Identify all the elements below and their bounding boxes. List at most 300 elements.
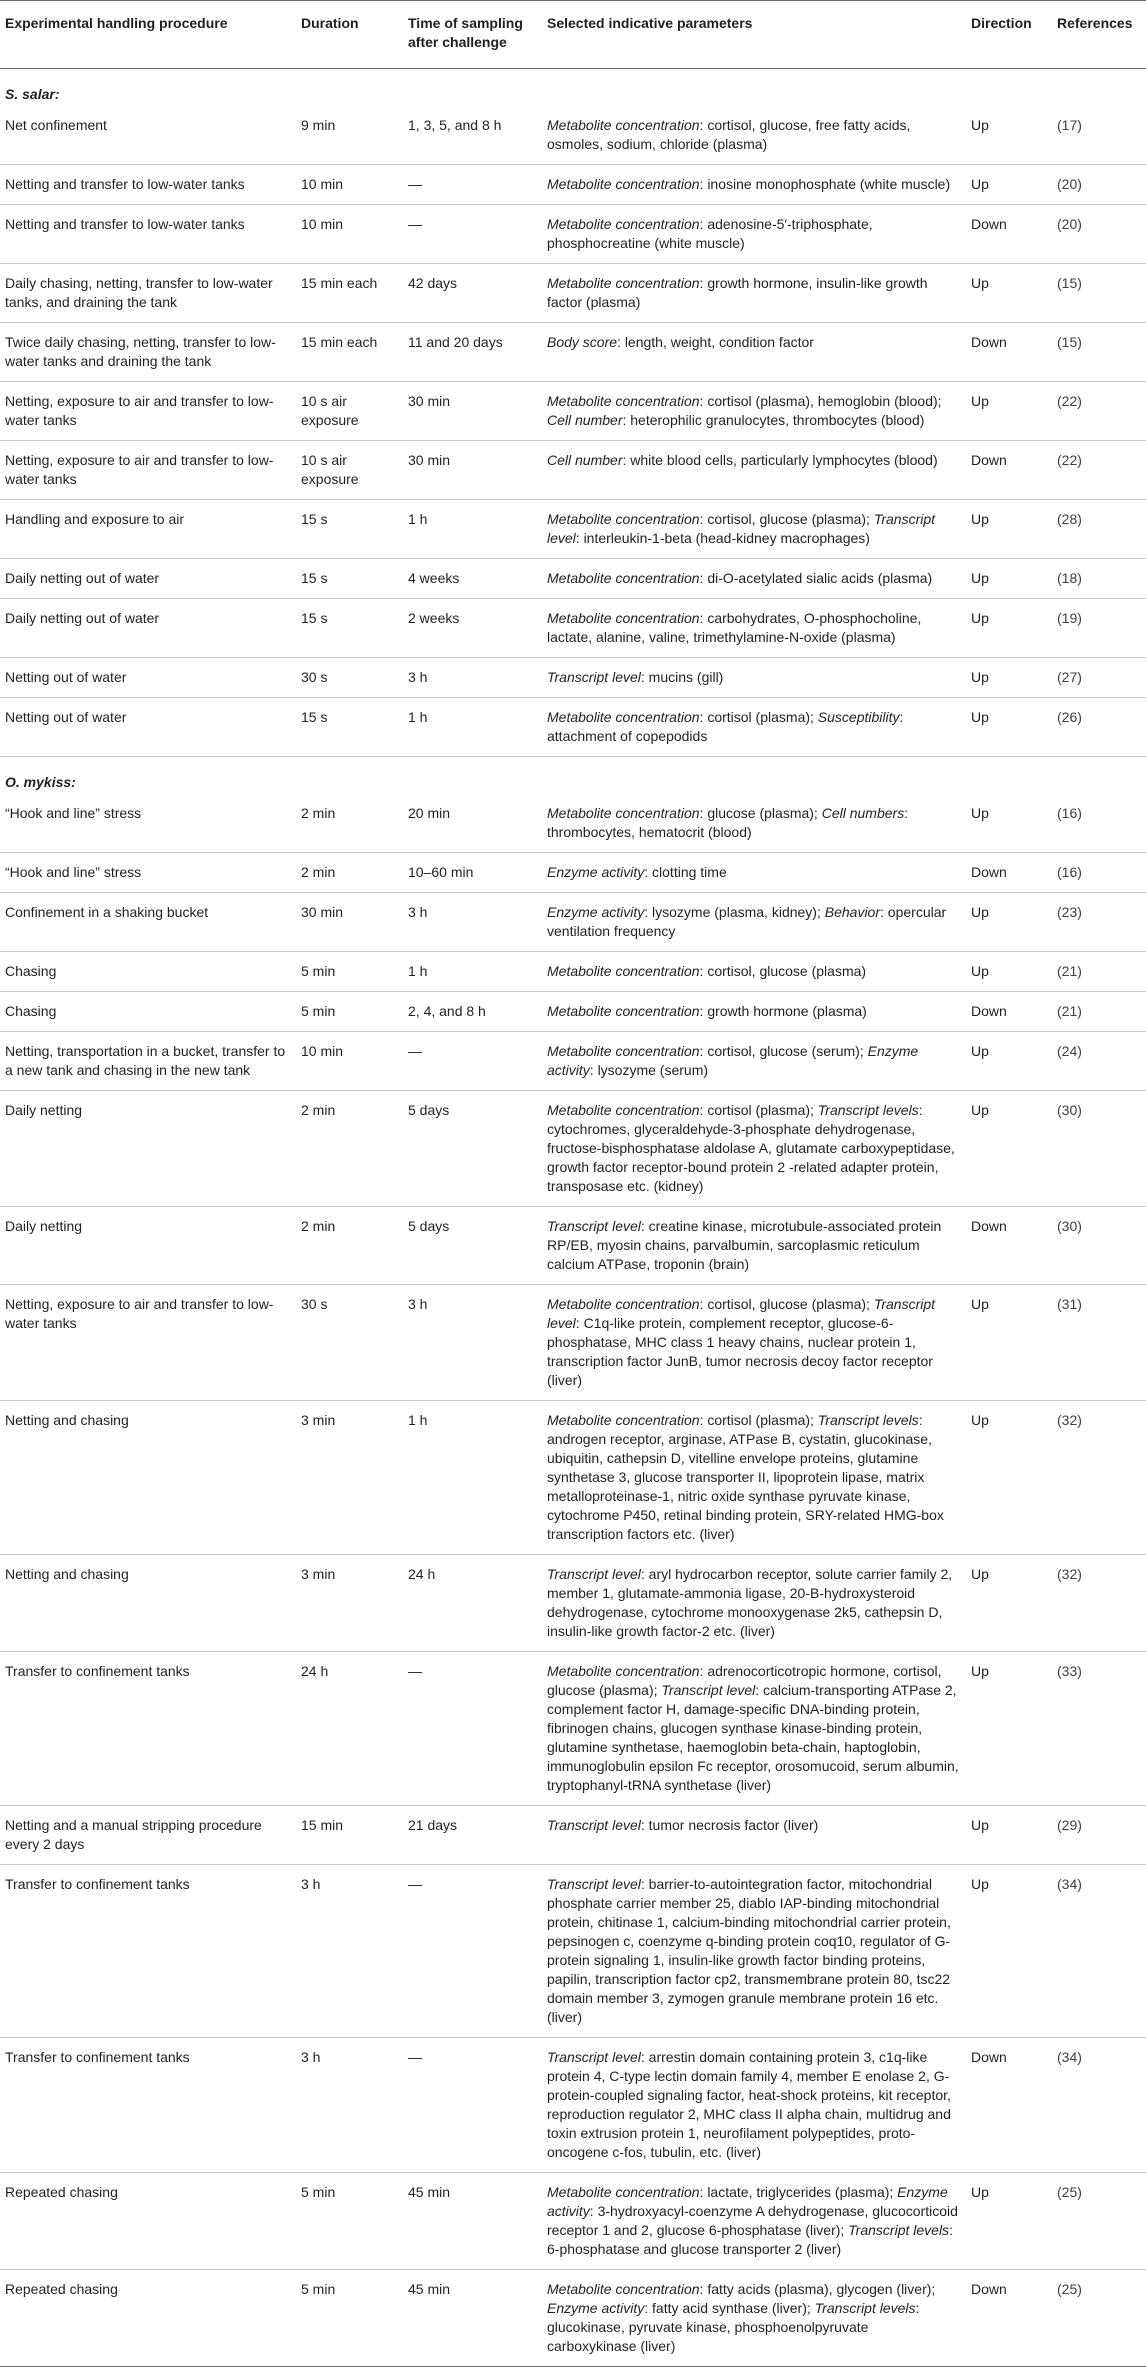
parameter-text: : C1q-like protein, complement receptor, glucose-6-phosphatase, MHC class 1 heavy chains, nuclear protein 1, transcription factor JunB, tumor necrosis decoy factor receptor (liver) xyxy=(547,1315,933,1388)
reference-cell: (19) xyxy=(1052,599,1146,658)
parameters-cell xyxy=(542,893,966,952)
table-row xyxy=(0,1865,1146,2038)
parameters-cell xyxy=(542,2173,966,2270)
reference-cell: (23) xyxy=(1052,893,1146,952)
parameter-text: : cortisol (plasma); xyxy=(699,709,818,725)
procedure-cell: Netting, transportation in a bucket, transfer to a new tank and chasing in the new tank xyxy=(0,1032,296,1091)
parameter-text: : lysozyme (serum) xyxy=(589,1062,709,1078)
sampling-time-cell: 4 weeks xyxy=(403,559,542,599)
sampling-time-cell: 1 h xyxy=(403,500,542,559)
parameter-category: Metabolite concentration xyxy=(547,570,700,586)
parameters-cell xyxy=(542,165,966,205)
parameters-cell xyxy=(542,114,966,165)
sampling-time-cell: 45 min xyxy=(403,2173,542,2270)
reference-cell: (30) xyxy=(1052,1091,1146,1207)
parameter-text: : aryl hydrocarbon receptor, solute carrier family 2, member 1, glutamate-ammonia ligase, 20-B-hydroxysteroid dehydrogenase, cytochrome monooxygenase 2k5, cathepsin D, insulin-like growth factor-2 etc. (liver) xyxy=(547,1566,953,1639)
procedure-cell: Netting, exposure to air and transfer to low-water tanks xyxy=(0,1285,296,1401)
duration-cell: 10 min xyxy=(296,1032,403,1091)
table-row xyxy=(0,1207,1146,1285)
parameters-cell xyxy=(542,952,966,992)
parameter-category: Metabolite concentration xyxy=(547,805,700,821)
parameters-cell xyxy=(542,992,966,1032)
duration-cell: 15 min each xyxy=(296,264,403,323)
header-procedure: Experimental handling procedure xyxy=(0,1,296,69)
reference-cell: (34) xyxy=(1052,2038,1146,2173)
table-row xyxy=(0,992,1146,1032)
parameter-category: Metabolite concentration xyxy=(547,1102,700,1118)
direction-cell: Up xyxy=(966,559,1052,599)
header-row xyxy=(0,1,1146,69)
parameter-category: Metabolite concentration xyxy=(547,176,700,192)
parameter-category: Transcript level xyxy=(547,669,641,685)
reference-cell: (17) xyxy=(1052,114,1146,165)
parameters-cell xyxy=(542,500,966,559)
duration-cell: 15 min each xyxy=(296,323,403,382)
parameter-text: : mucins (gill) xyxy=(640,669,724,685)
parameter-text: : arrestin domain containing protein 3, c1q-like protein 4, C-type lectin domain family 4, member E enolase 2, G-protein-coupled signaling factor, heat-shock proteins, kit receptor, reproduction regulator 2, MHC class II alpha chain, multidrug and toxin extrusion protein 1, neurofilament polypeptides, proto-oncogene c-fos, tubulin, etc. (liver) xyxy=(547,2049,951,2160)
direction-cell: Down xyxy=(966,441,1052,500)
parameters-cell xyxy=(542,1401,966,1555)
parameter-text: : cytochromes, glyceraldehyde-3-phosphate dehydrogenase, fructose-bisphosphatase aldolase A, glutamate carboxypeptidase, growth factor receptor-bound protein 2 -related adapter protein, transposase etc. (kidney) xyxy=(547,1102,955,1194)
table-row xyxy=(0,1285,1146,1401)
direction-cell: Up xyxy=(966,802,1052,853)
parameter-text: : tumor necrosis factor (liver) xyxy=(640,1817,819,1833)
parameter-text: : carbohydrates, O-phosphocholine, lactate, alanine, valine, trimethylamine-N-oxide (plasma) xyxy=(547,610,922,645)
reference-cell: (27) xyxy=(1052,658,1146,698)
parameter-category: Metabolite concentration xyxy=(547,2184,700,2200)
table-body xyxy=(0,69,1146,2367)
sampling-time-cell: — xyxy=(403,1865,542,2038)
parameters-cell xyxy=(542,802,966,853)
parameter-text: : lysozyme (plasma, kidney); xyxy=(644,904,825,920)
parameters-cell xyxy=(542,1865,966,2038)
reference-cell: (25) xyxy=(1052,2270,1146,2367)
parameter-text: : adenosine-5′-triphosphate, phosphocreatine (white muscle) xyxy=(547,216,873,251)
reference-cell: (22) xyxy=(1052,382,1146,441)
direction-cell: Up xyxy=(966,2173,1052,2270)
direction-cell: Up xyxy=(966,1555,1052,1652)
reference-cell: (18) xyxy=(1052,559,1146,599)
parameter-category: Metabolite concentration xyxy=(547,1412,700,1428)
duration-cell: 10 min xyxy=(296,165,403,205)
direction-cell: Down xyxy=(966,1207,1052,1285)
direction-cell: Up xyxy=(966,1401,1052,1555)
procedure-cell: Daily chasing, netting, transfer to low-water tanks, and draining the tank xyxy=(0,264,296,323)
parameter-category: Transcript level xyxy=(547,1876,641,1892)
procedure-cell: Netting out of water xyxy=(0,698,296,757)
direction-cell: Up xyxy=(966,658,1052,698)
parameters-cell xyxy=(542,853,966,893)
parameter-text: : creatine kinase, microtubule-associated protein RP/EB, myosin chains, parvalbumin, sarcoplasmic reticulum calcium ATPase, troponin (brain) xyxy=(547,1218,942,1272)
reference-cell: (29) xyxy=(1052,1806,1146,1865)
sampling-time-cell: 21 days xyxy=(403,1806,542,1865)
reference-cell: (34) xyxy=(1052,1865,1146,2038)
parameter-category: Transcript level xyxy=(547,1296,936,1331)
duration-cell: 10 s air exposure xyxy=(296,382,403,441)
header-direction: Direction xyxy=(966,1,1052,69)
reference-cell: (15) xyxy=(1052,323,1146,382)
reference-cell: (32) xyxy=(1052,1555,1146,1652)
reference-cell: (22) xyxy=(1052,441,1146,500)
reference-cell: (20) xyxy=(1052,165,1146,205)
parameter-category: Metabolite concentration xyxy=(547,117,700,133)
duration-cell: 3 h xyxy=(296,2038,403,2173)
reference-cell: (21) xyxy=(1052,952,1146,992)
header-duration: Duration xyxy=(296,1,403,69)
parameter-category: Transcript levels xyxy=(817,1412,919,1428)
direction-cell: Up xyxy=(966,1652,1052,1806)
parameter-category: Metabolite concentration xyxy=(547,511,700,527)
parameter-category: Metabolite concentration xyxy=(547,1003,700,1019)
header-references: References xyxy=(1052,1,1146,69)
parameter-text: : length, weight, condition factor xyxy=(617,334,814,350)
direction-cell: Up xyxy=(966,1865,1052,2038)
table-row xyxy=(0,658,1146,698)
parameter-category: Metabolite concentration xyxy=(547,2281,700,2297)
duration-cell: 30 s xyxy=(296,658,403,698)
table-row xyxy=(0,500,1146,559)
table-row xyxy=(0,2038,1146,2173)
parameter-text: : cortisol (plasma), hemoglobin (blood); xyxy=(699,393,942,409)
parameter-text: : cortisol, glucose (serum); xyxy=(699,1043,868,1059)
parameter-category: Enzyme activity xyxy=(547,864,645,880)
section-row xyxy=(0,757,1146,803)
sampling-time-cell: 30 min xyxy=(403,382,542,441)
sampling-time-cell: 3 h xyxy=(403,1285,542,1401)
duration-cell: 3 min xyxy=(296,1401,403,1555)
direction-cell: Up xyxy=(966,264,1052,323)
procedure-cell: Netting and transfer to low-water tanks xyxy=(0,205,296,264)
direction-cell: Down xyxy=(966,2270,1052,2367)
table-row xyxy=(0,165,1146,205)
parameters-cell xyxy=(542,1032,966,1091)
reference-cell: (31) xyxy=(1052,1285,1146,1401)
parameter-category: Enzyme activity xyxy=(547,2184,948,2219)
table-row xyxy=(0,1401,1146,1555)
reference-cell: (21) xyxy=(1052,992,1146,1032)
parameter-category: Metabolite concentration xyxy=(547,610,700,626)
table-row xyxy=(0,2270,1146,2367)
parameter-category: Transcript level xyxy=(547,2049,641,2065)
duration-cell: 9 min xyxy=(296,114,403,165)
table-row xyxy=(0,893,1146,952)
procedure-cell: Twice daily chasing, netting, transfer to low-water tanks and draining the tank xyxy=(0,323,296,382)
duration-cell: 15 s xyxy=(296,698,403,757)
duration-cell: 5 min xyxy=(296,952,403,992)
parameter-text: : thrombocytes, hematocrit (blood) xyxy=(547,805,909,840)
procedure-cell: Transfer to confinement tanks xyxy=(0,1652,296,1806)
procedure-cell: “Hook and line” stress xyxy=(0,853,296,893)
table-row xyxy=(0,802,1146,853)
section-row xyxy=(0,69,1146,115)
direction-cell: Up xyxy=(966,1091,1052,1207)
header-parameters: Selected indicative parameters xyxy=(542,1,966,69)
parameter-category: Cell numbers xyxy=(821,805,905,821)
parameters-cell xyxy=(542,698,966,757)
sampling-time-cell: 42 days xyxy=(403,264,542,323)
parameter-text: : cortisol, glucose, free fatty acids, osmoles, sodium, chloride (plasma) xyxy=(547,117,911,152)
duration-cell: 3 h xyxy=(296,1865,403,2038)
duration-cell: 15 s xyxy=(296,599,403,658)
table-row xyxy=(0,264,1146,323)
direction-cell: Up xyxy=(966,382,1052,441)
table-row xyxy=(0,952,1146,992)
parameter-text: : cortisol, glucose (plasma) xyxy=(699,963,867,979)
parameters-cell xyxy=(542,205,966,264)
parameter-category: Cell number xyxy=(547,452,623,468)
reference-cell: (16) xyxy=(1052,853,1146,893)
duration-cell: 30 min xyxy=(296,893,403,952)
parameter-category: Body score xyxy=(547,334,618,350)
reference-cell: (15) xyxy=(1052,264,1146,323)
species-heading: O. mykiss: xyxy=(5,774,76,790)
parameters-cell xyxy=(542,1207,966,1285)
duration-cell: 30 s xyxy=(296,1285,403,1401)
parameter-category: Enzyme activity xyxy=(547,2300,645,2316)
reference-cell: (26) xyxy=(1052,698,1146,757)
parameters-cell xyxy=(542,323,966,382)
table-header xyxy=(0,1,1146,69)
parameter-text: : clotting time xyxy=(644,864,727,880)
parameter-text: : cortisol, glucose (plasma); xyxy=(699,511,874,527)
procedure-cell: Confinement in a shaking bucket xyxy=(0,893,296,952)
parameter-category: Susceptibility xyxy=(817,709,900,725)
duration-cell: 15 min xyxy=(296,1806,403,1865)
direction-cell: Up xyxy=(966,1032,1052,1091)
sampling-time-cell: 3 h xyxy=(403,893,542,952)
parameter-text: : glucokinase, pyruvate kinase, phosphoenolpyruvate carboxykinase (liver) xyxy=(547,2300,920,2354)
duration-cell: 10 min xyxy=(296,205,403,264)
table-row xyxy=(0,323,1146,382)
parameters-cell xyxy=(542,1806,966,1865)
parameters-cell xyxy=(542,599,966,658)
parameter-text: : calcium-transporting ATPase 2, complement factor H, damage-specific DNA-binding protein, fibrinogen chains, glucogen synthase kinase-binding protein, glutamine synthetase, haemoglobin beta-chain, haptoglobin, immunoglobulin epsilon Fc receptor, orosomucoid, serum albumin, tryptophanyl-tRNA synthetase (liver) xyxy=(547,1682,959,1793)
parameter-category: Metabolite concentration xyxy=(547,216,700,232)
parameter-text: : growth hormone (plasma) xyxy=(699,1003,867,1019)
parameter-text: : 6-phosphatase and glucose transporter 2 (liver) xyxy=(547,2222,953,2257)
table-row xyxy=(0,1555,1146,1652)
parameter-text: : androgen receptor, arginase, ATPase B, cystatin, glucokinase, ubiquitin, cathepsin D, vitelline envelope proteins, glutamine synthetase 3, glucose transporter II, lipoprotein lipase, matrix metalloproteinase-1, nitric oxide synthase pyruvate kinase, cytochrome P450, retinal binding protein, SRY-related HMG-box transcription factors etc. (liver) xyxy=(547,1412,944,1542)
parameters-cell xyxy=(542,264,966,323)
parameters-cell xyxy=(542,1091,966,1207)
direction-cell: Up xyxy=(966,952,1052,992)
table-row xyxy=(0,1032,1146,1091)
table-row xyxy=(0,114,1146,165)
table-row xyxy=(0,2173,1146,2270)
sampling-time-cell: 3 h xyxy=(403,658,542,698)
direction-cell: Up xyxy=(966,165,1052,205)
direction-cell: Up xyxy=(966,500,1052,559)
direction-cell: Up xyxy=(966,893,1052,952)
parameter-category: Transcript level xyxy=(547,1566,641,1582)
procedure-cell: Transfer to confinement tanks xyxy=(0,2038,296,2173)
duration-cell: 10 s air exposure xyxy=(296,441,403,500)
parameter-text: : adrenocorticotropic hormone, cortisol, glucose (plasma); xyxy=(547,1663,942,1698)
parameters-cell xyxy=(542,658,966,698)
table-row xyxy=(0,599,1146,658)
parameter-category: Cell number xyxy=(547,412,623,428)
procedure-cell: Transfer to confinement tanks xyxy=(0,1865,296,2038)
duration-cell: 5 min xyxy=(296,992,403,1032)
parameter-text: : attachment of copepodids xyxy=(547,709,904,744)
parameter-category: Enzyme activity xyxy=(547,1043,919,1078)
parameter-text: : glucose (plasma); xyxy=(699,805,822,821)
reference-cell: (16) xyxy=(1052,802,1146,853)
direction-cell: Down xyxy=(966,205,1052,264)
duration-cell: 2 min xyxy=(296,802,403,853)
sampling-time-cell: 10–60 min xyxy=(403,853,542,893)
duration-cell: 3 min xyxy=(296,1555,403,1652)
parameters-cell xyxy=(542,559,966,599)
parameter-text: : cortisol (plasma); xyxy=(699,1412,818,1428)
parameter-text: : interleukin-1-beta (head-kidney macrophages) xyxy=(575,530,870,546)
duration-cell: 2 min xyxy=(296,1091,403,1207)
species-heading: S. salar: xyxy=(5,86,60,102)
sampling-time-cell: 30 min xyxy=(403,441,542,500)
table-row xyxy=(0,1806,1146,1865)
procedure-cell: Netting, exposure to air and transfer to low-water tanks xyxy=(0,382,296,441)
parameter-text: : growth hormone, insulin-like growth factor (plasma) xyxy=(547,275,928,310)
parameter-text: : lactate, triglycerides (plasma); xyxy=(699,2184,898,2200)
parameters-cell xyxy=(542,1555,966,1652)
direction-cell: Down xyxy=(966,2038,1052,2173)
table-row xyxy=(0,1652,1146,1806)
sampling-time-cell: 11 and 20 days xyxy=(403,323,542,382)
parameters-cell xyxy=(542,1652,966,1806)
procedure-cell: Net confinement xyxy=(0,114,296,165)
table-row xyxy=(0,853,1146,893)
parameter-text: : fatty acids (plasma), glycogen (liver); xyxy=(699,2281,936,2297)
direction-cell: Down xyxy=(966,323,1052,382)
table-row xyxy=(0,441,1146,500)
parameter-text: : cortisol, glucose (plasma); xyxy=(699,1296,874,1312)
table-row xyxy=(0,559,1146,599)
reference-cell: (25) xyxy=(1052,2173,1146,2270)
sampling-time-cell: 1 h xyxy=(403,952,542,992)
table-row xyxy=(0,698,1146,757)
duration-cell: 2 min xyxy=(296,853,403,893)
procedure-cell: Daily netting xyxy=(0,1207,296,1285)
parameter-text: : inosine monophosphate (white muscle) xyxy=(699,176,951,192)
procedure-cell: Repeated chasing xyxy=(0,2270,296,2367)
parameter-category: Metabolite concentration xyxy=(547,963,700,979)
parameters-cell xyxy=(542,441,966,500)
duration-cell: 5 min xyxy=(296,2270,403,2367)
parameter-text: : heterophilic granulocytes, thrombocytes (blood) xyxy=(622,412,925,428)
sampling-time-cell: — xyxy=(403,1032,542,1091)
parameters-cell xyxy=(542,2038,966,2173)
parameter-category: Transcript level xyxy=(661,1682,756,1698)
reference-cell: (32) xyxy=(1052,1401,1146,1555)
header-sampling-time: Time of sampling after challenge xyxy=(403,1,542,69)
parameter-text: : barrier-to-autointegration factor, mitochondrial phosphate carrier member 25, diablo IAP-binding mitochondrial protein, chitinase 1, calcium-binding mitochondrial carrier protein, pepsinogen c, coenzyme q-binding protein coq10, regulator of G-protein signaling 1, insulin-like growth factor binding proteins, papilin, transcription factor cp2, transmembrane protein 80, tsc22 domain member 3, zymogen granule membrane protein 16 etc. (liver) xyxy=(547,1876,951,2025)
parameter-category: Enzyme activity xyxy=(547,904,645,920)
procedure-cell: Netting and transfer to low-water tanks xyxy=(0,165,296,205)
direction-cell: Up xyxy=(966,1806,1052,1865)
sampling-time-cell: — xyxy=(403,165,542,205)
parameter-text: : di-O-acetylated sialic acids (plasma) xyxy=(699,570,933,586)
duration-cell: 24 h xyxy=(296,1652,403,1806)
duration-cell: 5 min xyxy=(296,2173,403,2270)
parameter-category: Transcript levels xyxy=(817,1102,919,1118)
procedure-cell: Netting and chasing xyxy=(0,1401,296,1555)
table-row xyxy=(0,382,1146,441)
sampling-time-cell: 24 h xyxy=(403,1555,542,1652)
parameter-text: : fatty acid synthase (liver); xyxy=(644,2300,815,2316)
procedure-cell: Chasing xyxy=(0,992,296,1032)
parameter-category: Metabolite concentration xyxy=(547,275,700,291)
sampling-time-cell: 45 min xyxy=(403,2270,542,2367)
procedure-cell: Chasing xyxy=(0,952,296,992)
parameter-category: Metabolite concentration xyxy=(547,1043,700,1059)
procedure-cell: Daily netting out of water xyxy=(0,559,296,599)
procedure-cell: Netting, exposure to air and transfer to low-water tanks xyxy=(0,441,296,500)
procedure-cell: Repeated chasing xyxy=(0,2173,296,2270)
procedure-cell: Netting out of water xyxy=(0,658,296,698)
parameter-category: Transcript levels xyxy=(814,2300,916,2316)
parameter-text: : 3-hydroxyacyl-coenzyme A dehydrogenase, glucocorticoid receptor 1 and 2, glucose 6-phosphatase (liver); xyxy=(547,2203,958,2238)
parameters-cell xyxy=(542,1285,966,1401)
parameter-text: : cortisol (plasma); xyxy=(699,1102,818,1118)
procedure-cell: Daily netting xyxy=(0,1091,296,1207)
direction-cell: Up xyxy=(966,698,1052,757)
duration-cell: 15 s xyxy=(296,559,403,599)
reference-cell: (33) xyxy=(1052,1652,1146,1806)
parameters-cell xyxy=(542,382,966,441)
sampling-time-cell: — xyxy=(403,205,542,264)
direction-cell: Up xyxy=(966,114,1052,165)
parameter-text: : white blood cells, particularly lymphocytes (blood) xyxy=(622,452,938,468)
sampling-time-cell: — xyxy=(403,2038,542,2173)
parameter-text: : opercular ventilation frequency xyxy=(547,904,947,939)
parameter-category: Metabolite concentration xyxy=(547,1296,700,1312)
direction-cell: Down xyxy=(966,853,1052,893)
parameter-category: Transcript levels xyxy=(848,2222,950,2238)
reference-cell: (28) xyxy=(1052,500,1146,559)
sampling-time-cell: — xyxy=(403,1652,542,1806)
sampling-time-cell: 20 min xyxy=(403,802,542,853)
procedure-cell: Netting and chasing xyxy=(0,1555,296,1652)
sampling-time-cell: 5 days xyxy=(403,1091,542,1207)
reference-cell: (20) xyxy=(1052,205,1146,264)
direction-cell: Up xyxy=(966,599,1052,658)
reference-cell: (30) xyxy=(1052,1207,1146,1285)
direction-cell: Up xyxy=(966,1285,1052,1401)
sampling-time-cell: 1, 3, 5, and 8 h xyxy=(403,114,542,165)
parameter-category: Transcript level xyxy=(547,1218,641,1234)
parameter-category: Metabolite concentration xyxy=(547,709,700,725)
parameters-cell xyxy=(542,2270,966,2367)
duration-cell: 15 s xyxy=(296,500,403,559)
procedure-cell: Daily netting out of water xyxy=(0,599,296,658)
sampling-time-cell: 1 h xyxy=(403,698,542,757)
sampling-time-cell: 2 weeks xyxy=(403,599,542,658)
duration-cell: 2 min xyxy=(296,1207,403,1285)
parameter-category: Metabolite concentration xyxy=(547,1663,700,1679)
sampling-time-cell: 5 days xyxy=(403,1207,542,1285)
reference-cell: (24) xyxy=(1052,1032,1146,1091)
table-row xyxy=(0,205,1146,264)
sampling-time-cell: 2, 4, and 8 h xyxy=(403,992,542,1032)
procedure-cell: Handling and exposure to air xyxy=(0,500,296,559)
sampling-time-cell: 1 h xyxy=(403,1401,542,1555)
procedure-cell: Netting and a manual stripping procedure every 2 days xyxy=(0,1806,296,1865)
parameter-category: Behavior xyxy=(824,904,881,920)
procedure-cell: “Hook and line” stress xyxy=(0,802,296,853)
direction-cell: Down xyxy=(966,992,1052,1032)
parameter-category: Transcript level xyxy=(547,1817,641,1833)
parameter-category: Metabolite concentration xyxy=(547,393,700,409)
